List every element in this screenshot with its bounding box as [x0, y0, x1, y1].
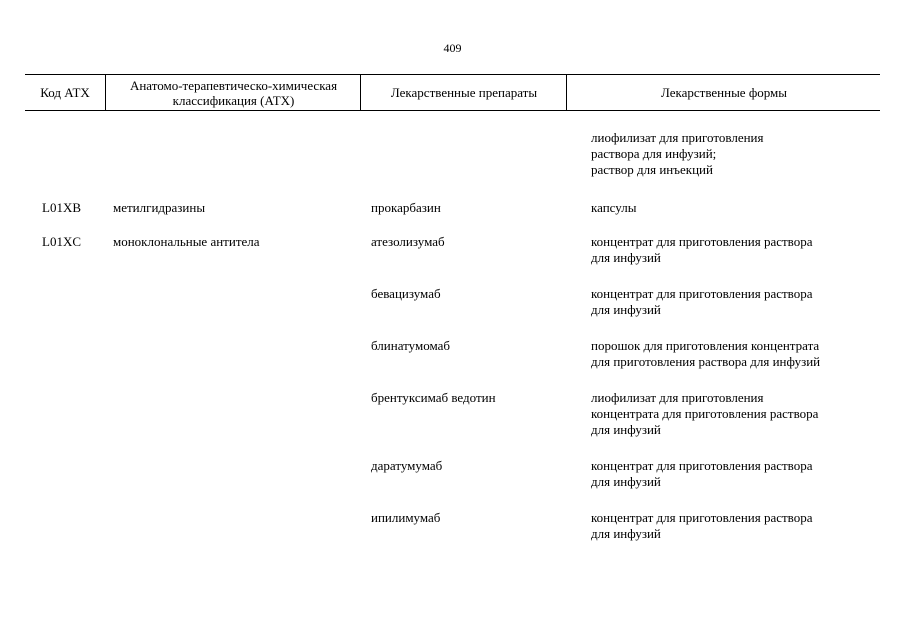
row-form: концентрат для приготовления раствора для инфузий — [591, 458, 813, 489]
page-number: 409 — [443, 41, 462, 55]
row-form: концентрат для приготовления раствора для инфузий — [591, 510, 813, 541]
row-code: L01XB — [42, 200, 81, 215]
row-form: лиофилизат для приготовления раствора для инфузий; раствор для инъекций — [591, 130, 764, 177]
row-form: концентрат для приготовления раствора для инфузий — [591, 234, 813, 265]
row-code: L01XC — [42, 234, 81, 249]
row-form: капсулы — [591, 200, 637, 215]
row-classification: моноклональные антитела — [113, 234, 260, 249]
row-drug: бевацизумаб — [371, 286, 441, 301]
row-form: порошок для приготовления концентрата для приготовления раствора для инфузий — [591, 338, 821, 369]
row-drug: прокарбазин — [371, 200, 441, 215]
header-forms: Лекарственные формы — [566, 75, 881, 110]
row-form: лиофилизат для приготовления концентрата для приготовления раствора для инфузий — [591, 390, 819, 437]
table-header — [25, 74, 880, 111]
drug-table — [25, 74, 880, 541]
header-code: Код АТХ — [40, 85, 90, 100]
header-classification: Анатомо-терапевтическо-химическая классификация (АТХ) — [105, 75, 361, 110]
row-drug: даратумумаб — [371, 458, 443, 473]
row-form: концентрат для приготовления раствора для инфузий — [591, 286, 813, 317]
row-drug: блинатумомаб — [371, 338, 450, 353]
row-drug: брентуксимаб ведотин — [371, 390, 496, 405]
row-drug: атезолизумаб — [371, 234, 445, 249]
header-drugs: Лекарственные препараты — [360, 75, 567, 110]
row-drug: ипилимумаб — [371, 510, 441, 525]
row-classification: метилгидразины — [113, 200, 206, 215]
